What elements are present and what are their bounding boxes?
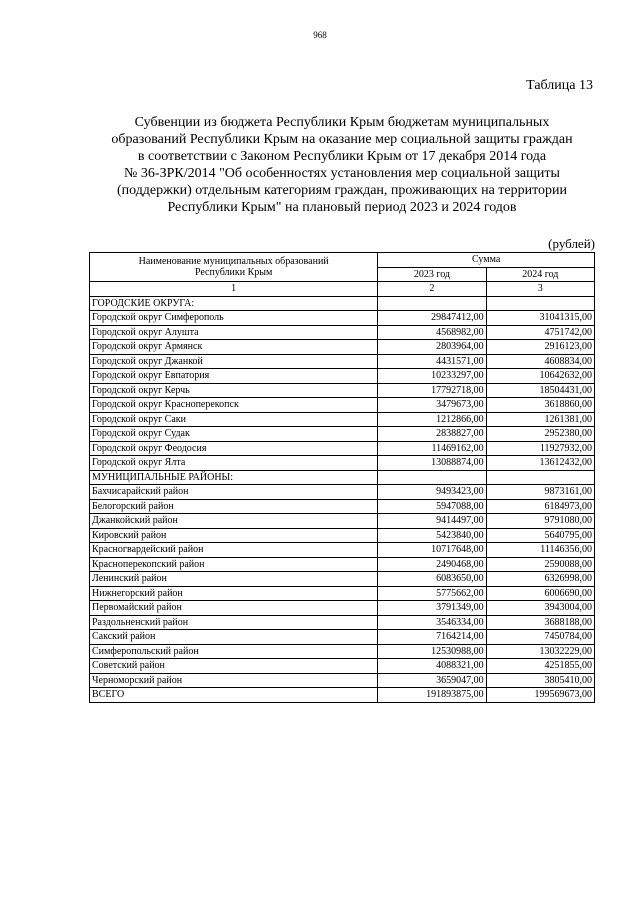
amount-2023: 4431571,00 [378,354,486,369]
table-row [90,557,595,572]
amount-2023: 5423840,00 [378,528,486,543]
municipality-name: Городской округ Красноперекопск [90,398,378,413]
table-row [90,412,595,427]
page-number: 968 [313,30,327,40]
table-row [90,644,595,659]
amount-2023: 3791349,00 [378,601,486,616]
amount-2024: 6006690,00 [486,586,594,601]
amount-2024: 3805410,00 [486,673,594,688]
table-row [90,514,595,529]
column-number: 2 [378,282,486,297]
table-row [90,383,595,398]
municipality-name: Городской округ Керчь [90,383,378,398]
header-row [90,253,595,268]
table-row [90,485,595,500]
amount-2024: 4608834,00 [486,354,594,369]
header-name-line: Республики Крым [194,267,273,278]
amount-2024: 4751742,00 [486,325,594,340]
amount-2024: 10642632,00 [486,369,594,384]
amount-2023: 2490468,00 [378,557,486,572]
amount-2024: 13032229,00 [486,644,594,659]
amount-2023: 5947088,00 [378,499,486,514]
amount-2024: 3688188,00 [486,615,594,630]
municipality-name: Кировский район [90,528,378,543]
municipality-name: Бахчисарайский район [90,485,378,500]
amount-2024: 11146356,00 [486,543,594,558]
municipality-name: Белогорский район [90,499,378,514]
municipality-name: Городской округ Джанкой [90,354,378,369]
amount-2023: 1212866,00 [378,412,486,427]
table-row [90,456,595,471]
table-row [90,354,595,369]
title-line: Субвенции из бюджета Республики Крым бюджетам муниципальных [134,115,550,130]
municipality-name: Черноморский район [90,673,378,688]
amount-2023: 12530988,00 [378,644,486,659]
amount-2024: 18504431,00 [486,383,594,398]
municipality-name: Городской округ Судак [90,427,378,442]
table-row [90,659,595,674]
table-row [90,543,595,558]
amount-2024: 4251855,00 [486,659,594,674]
amount-2023: 17792718,00 [378,383,486,398]
municipality-name: Сакский район [90,630,378,645]
amount-2023: 2838827,00 [378,427,486,442]
amount-2024: 7450784,00 [486,630,594,645]
column-number: 1 [90,282,378,297]
amount-2023: 29847412,00 [378,311,486,326]
municipality-name: Городской округ Ялта [90,456,378,471]
municipality-name: Городской округ Евпатория [90,369,378,384]
amount-2024: 6184973,00 [486,499,594,514]
section-row-city-districts [90,296,595,311]
table-row [90,615,595,630]
section-row-municipal-districts [90,470,595,485]
table-row [90,340,595,355]
table-row [90,441,595,456]
table-row [90,311,595,326]
units-label: (рублей) [548,236,595,251]
amount-2024: 2916123,00 [486,340,594,355]
table-row [90,572,595,587]
total-label: ВСЕГО [90,688,378,703]
amount-2024: 2590088,00 [486,557,594,572]
table-row [90,528,595,543]
amount-2024: 3943004,00 [486,601,594,616]
municipality-name: Городской округ Феодосия [90,441,378,456]
amount-2024: 31041315,00 [486,311,594,326]
table-row [90,325,595,340]
municipality-name: Городской округ Армянск [90,340,378,355]
table-row [90,427,595,442]
amount-2023: 3546334,00 [378,615,486,630]
column-number: 3 [486,282,594,297]
municipality-name: Красноперекопский район [90,557,378,572]
title-line: в соответствии с Законом Республики Крым от 17 декабря 2014 года [137,149,547,164]
table-row [90,586,595,601]
section-title: МУНИЦИПАЛЬНЫЕ РАЙОНЫ: [90,470,378,485]
table-row [90,369,595,384]
header-year-2024: 2024 год [486,267,594,282]
amount-2023: 5775662,00 [378,586,486,601]
municipality-name: Красногвардейский район [90,543,378,558]
municipality-name: Первомайский район [90,601,378,616]
municipality-name: Джанкойский район [90,514,378,529]
municipality-name: Ленинский район [90,572,378,587]
title-line: образований Республики Крым на оказание мер социальной защиты граждан [111,132,573,147]
table-label: Таблица 13 [526,78,593,93]
column-numbers-row [90,282,595,297]
amount-2024: 5640795,00 [486,528,594,543]
amount-2024: 13612432,00 [486,456,594,471]
municipality-name: Городской округ Алушта [90,325,378,340]
title-line: Республики Крым" на плановый период 2023 и 2024 годов [167,200,517,215]
header-name-line: Наименование муниципальных образований [138,256,329,267]
municipality-name: Советский район [90,659,378,674]
table-row [90,673,595,688]
amount-2024: 6326998,00 [486,572,594,587]
table-row [90,601,595,616]
amount-2024: 2952380,00 [486,427,594,442]
header-sum: Сумма [378,253,595,268]
amount-2023: 6083650,00 [378,572,486,587]
amount-2023: 3479673,00 [378,398,486,413]
amount-2023: 9414497,00 [378,514,486,529]
amount-2023: 4568982,00 [378,325,486,340]
amount-2024: 9791080,00 [486,514,594,529]
amount-2023: 4088321,00 [378,659,486,674]
header-year-2023: 2023 год [378,267,486,282]
municipality-name: Городской округ Симферополь [90,311,378,326]
amount-2023: 13088874,00 [378,456,486,471]
table-row [90,398,595,413]
section-title: ГОРОДСКИЕ ОКРУГА: [90,296,378,311]
amount-2023: 2803964,00 [378,340,486,355]
amount-2023: 10233297,00 [378,369,486,384]
amount-2024: 3618860,00 [486,398,594,413]
amount-2023: 7164214,00 [378,630,486,645]
municipality-name: Раздольненский район [90,615,378,630]
header-name [90,253,378,282]
table-row [90,499,595,514]
subventions-table [89,252,595,703]
document-title [90,114,594,216]
total-2023: 191893875,00 [378,688,486,703]
amount-2024: 1261381,00 [486,412,594,427]
amount-2024: 9873161,00 [486,485,594,500]
table-row [90,630,595,645]
title-line: (поддержки) отдельным категориям граждан, проживающих на территории [116,183,568,198]
total-row [90,688,595,703]
title-line: № 36-ЗРК/2014 "Об особенностях установления мер социальной защиты [124,166,560,181]
amount-2023: 9493423,00 [378,485,486,500]
amount-2023: 3659047,00 [378,673,486,688]
municipality-name: Симферопольский район [90,644,378,659]
total-2024: 199569673,00 [486,688,594,703]
municipality-name: Нижнегорский район [90,586,378,601]
municipality-name: Городской округ Саки [90,412,378,427]
amount-2023: 11469162,00 [378,441,486,456]
amount-2023: 10717648,00 [378,543,486,558]
amount-2024: 11927932,00 [486,441,594,456]
